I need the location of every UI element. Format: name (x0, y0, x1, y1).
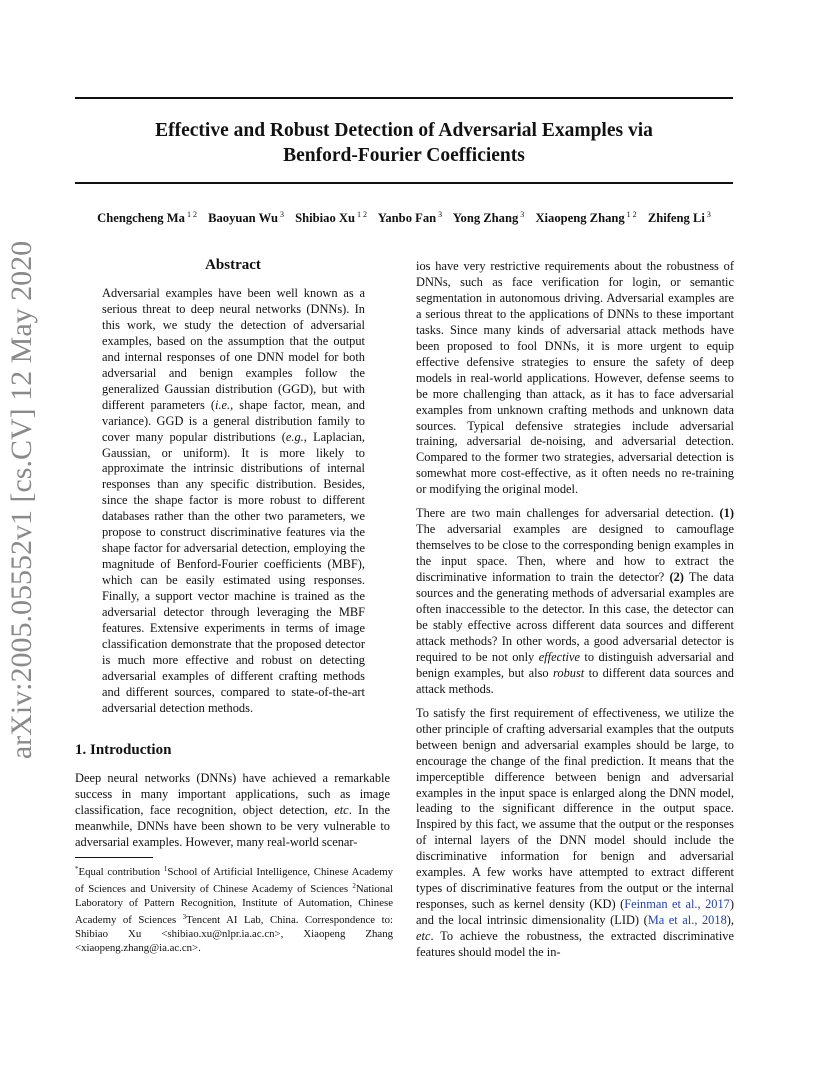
paragraph: To satisfy the first requirement of effectiveness, we utilize the other principle of crafting adversarial examples that the outputs between benign and adversarial examples should be large, to encourage the change of the final prediction. It means that the imperceptible difference between benign and adversarial examples in the input space is enlarged along the DNN model, leading to the significant difference in the output space. Inspired by this fact, we assume that the output or the responses of internal layers of the DNN model should include the discriminative information for benign and adversarial examples. A few works have attempted to extract different types of discriminative features from the output or the internal responses, such as kernel density (KD) (Feinman et al., 2017) and the local intrinsic dimensionality (LID) (Ma et al., 2018), etc. To achieve the robustness, the extracted discriminative features should model the in- (416, 705, 734, 960)
author: Xiaopeng Zhang $^{1 2}$ (535, 210, 637, 225)
citation-link[interactable]: Ma et al., 2018 (647, 913, 727, 928)
arxiv-identifier: arXiv:2005.05552v1 [cs.CV] 12 May 2020 (5, 240, 38, 760)
author: Yanbo Fan $^3$ (377, 210, 443, 225)
paper-title (75, 118, 733, 168)
citation-link[interactable]: Feinman et al., 2017 (624, 897, 730, 912)
title-line-2: Benford-Fourier Coefficients (283, 145, 525, 166)
introduction-paragraph: Deep neural networks (DNNs) have achieved a remarkable success in many important applications, such as image classification, face recognition, object detection, etc. In the meanwhile, DNNs have been shown to be very vulnerable to adversarial examples. However, many real-world scenar- (75, 771, 390, 849)
title-bottom-rule (75, 182, 733, 184)
author: Zhifeng Li $^3$ (647, 210, 711, 225)
paragraph: ios have very restrictive requirements about the robustness of DNNs, such as face verification for login, or semantic segmentation in autonomous driving. Adversarial examples are a serious threat to the applications of DNNs to these important tasks. Since many kinds of adversarial attack methods have been proposed to fool DNNs, it is more urgent to equip effective defensive strategies to ensure the safety of deep models in real-world applications. However, defense seems to be more challenging than attack, as it has to face adversarial examples from unknown crafting methods and unknown data sources. Typical defensive strategies include adversarial training, adversarial de-noising, and adversarial detection. Compared to the former two strategies, adversarial detection is somewhat more cost-effective, as it often needs no re-training or modifying the original model. (416, 259, 734, 497)
author: Chengcheng Ma $^{1 2}$ (97, 210, 197, 225)
title-line-1: Effective and Robust Detection of Adversarial Examples via (155, 120, 653, 141)
abstract-heading: Abstract (205, 257, 261, 273)
section-heading-introduction: 1. Introduction (75, 742, 172, 758)
author: Baoyuan Wu $^3$ (208, 210, 284, 225)
author: Yong Zhang $^3$ (452, 210, 525, 225)
footnote-rule (75, 857, 153, 858)
abstract-body: Adversarial examples have been well known as a serious threat to deep neural networks (DNNs). In this work, we study the detection of adversarial examples, based on the assumption that the output and internal responses of one DNN model for both adversarial and benign examples follow the generalized Gaussian distribution (GGD), but with different parameters (i.e., shape factor, mean, and variance). GGD is a general distribution family to cover many popular distributions (e.g., Laplacian, Gaussian, or uniform). It is more likely to approximate the intrinsic distributions of internal responses than any specific distribution. Besides, since the shape factor is more robust to different databases rather than the other two parameters, we propose to construct discriminative features via the shape factor for adversarial detection, employing the magnitude of Benford-Fourier coefficients (MBF), which can be easily estimated using responses. Finally, a support vector machine is trained as the adversarial detector through leveraging the MBF features. Extensive experiments in terms of image classification demonstrate that the proposed detector is much more effective and robust on detecting adversarial examples of different crafting methods and different sources, compared to state-of-the-art adversarial detection methods. (102, 286, 366, 715)
paragraph: There are two main challenges for adversarial detection. (1) The adversarial examples are designed to camouflage themselves to be close to the corresponding benign examples in the input space. Then, where and how to extract the discriminative information to train the detector? (2) The data sources and the generating methods of adversarial examples are often inaccessible to the detector. In this case, the detector can be stably effective across different data sources and different attack methods? In other words, a good adversarial detector is required to be not only effective to distinguish adversarial and benign examples, but also robust to different data sources and attack methods. (416, 506, 734, 696)
footnote: *Equal contribution $^1$School of Artificial Intelligence, Chinese Academy of Sciences and University of Chinese Academy of Sciences $^2$National Laboratory of Pattern Recognition, Institute of Automation, Chinese Academy of Sciences $^3$Tencent AI Lab, China. Correspondence to: Shibiao Xu <shibiao.xu@nlpr.ia.ac.cn>, Xiaopeng Zhang <xiaopeng.zhang@ia.ac.cn>. (75, 865, 394, 954)
top-rule (75, 97, 733, 99)
right-column (416, 259, 734, 969)
author: Shibiao Xu $^{1 2}$ (295, 210, 367, 225)
author-list (60, 210, 748, 226)
